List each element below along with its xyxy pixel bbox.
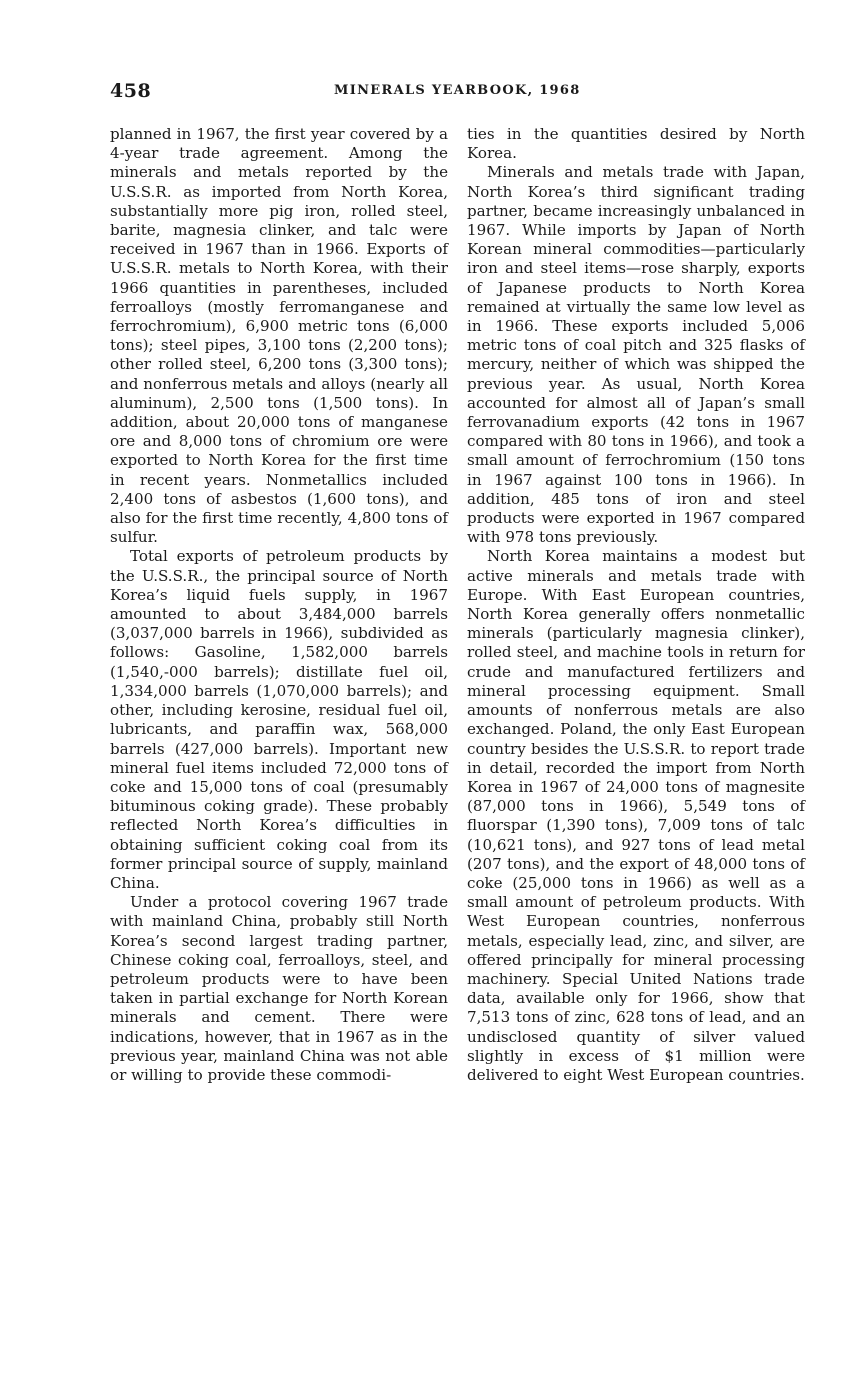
right-column	[467, 125, 805, 1085]
body-paragraph: planned in 1967, the first year covered by a 4-year trade agreement. Among the minerals and metals reported by the U.S.S.R. as imported from North Korea, substantially more pig iron, rolled steel, barite, magnesia clinker, and talc were received in 1967 than in 1966. Exports of U.S.S.R. metals to North Korea, with their 1966 quantities in parentheses, included ferroalloys (mostly ferromanganese and ferrochromium), 6,900 metric tons (6,000 tons); steel pipes, 3,100 tons (2,200 tons); other rolled steel, 6,200 tons (3,300 tons); and nonferrous metals and alloys (nearly all aluminum), 2,500 tons (1,500 tons). In addition, about 20,000 tons of manganese ore and 8,000 tons of chromium ore were exported to North Korea for the first time in recent years. Nonmetallics included 2,400 tons of asbestos (1,600 tons), and also for the first time recently, 4,800 tons of sulfur.	[110, 125, 448, 547]
body-paragraph: Total exports of petroleum products by the U.S.S.R., the principal source of North Korea’s liquid fuels supply, in 1967 amounted to about 3,484,000 barrels (3,037,000 barrels in 1966), subdivided as follows: Gasoline, 1,582,000 barrels (1,540,-000 barrels); distillate fuel oil, 1,334,000 barrels (1,070,000 barrels); and other, including kerosine, residual fuel oil, lubricants, and paraffin wax, 568,000 barrels (427,000 barrels). Important new mineral fuel items included 72,000 tons of coke and 15,000 tons of coal (presumably bituminous coking grade). These probably reflected North Korea’s difficulties in obtaining sufficient coking coal from its former principal source of supply, mainland China.	[110, 547, 448, 892]
body-paragraph: Minerals and metals trade with Japan, North Korea’s third significant trading partner, became increasingly unbalanced in 1967. While imports by Japan of North Korean mineral commodities—particularly iron and steel items—rose sharply, exports of Japanese products to North Korea remained at virtually the same low level as in 1966. These exports included 5,006 metric tons of coal pitch and 325 flasks of mercury, neither of which was shipped the previous year. As usual, North Korea accounted for almost all of Japan’s small ferrovanadium exports (42 tons in 1967 compared with 80 tons in 1966), and took a small amount of ferrochromium (150 tons in 1967 against 100 tons in 1966). In addition, 485 tons of iron and steel products were exported in 1967 compared with 978 tons previously.	[467, 163, 805, 547]
body-paragraph: Under a protocol covering 1967 trade with mainland China, probably still North Korea’s second largest trading partner, Chinese coking coal, ferroalloys, steel, and petroleum products were to have been taken in partial exchange for North Korean minerals and cement. There were indications, however, that in 1967 as in the previous year, mainland China was not able or willing to provide these commodi-	[110, 893, 448, 1084]
body-paragraph: North Korea maintains a modest but active minerals and metals trade with Europe. With East European countries, North Korea generally offers nonmetallic minerals (particularly magnesia clinker), rolled steel, and machine tools in return for crude and manufactured fertilizers and mineral processing equipment. Small amounts of nonferrous metals are also exchanged. Poland, the only East European country besides the U.S.S.R. to report trade in detail, recorded the import from North Korea in 1967 of 24,000 tons of magnesite (87,000 tons in 1966), 5,549 tons of fluorspar (1,390 tons), 7,009 tons of talc (10,621 tons), and 927 tons of lead metal (207 tons), and the export of 48,000 tons of coke (25,000 tons in 1966) as well as a small amount of petroleum products. With West European countries, nonferrous metals, especially lead, zinc, and silver, are offered principally for mineral processing machinery. Special United Nations trade data, available only for 1966, show that 7,513 tons of zinc, 628 tons of lead, and an undisclosed quantity of silver valued slightly in excess of $1 million were delivered to eight West European countries.	[467, 547, 805, 1084]
page-header	[110, 80, 802, 104]
page-number: 458	[110, 80, 152, 102]
left-column	[110, 125, 448, 1085]
body-paragraph: ties in the quantities desired by North Korea.	[467, 125, 805, 163]
running-title: MINERALS YEARBOOK, 1968	[334, 83, 581, 98]
